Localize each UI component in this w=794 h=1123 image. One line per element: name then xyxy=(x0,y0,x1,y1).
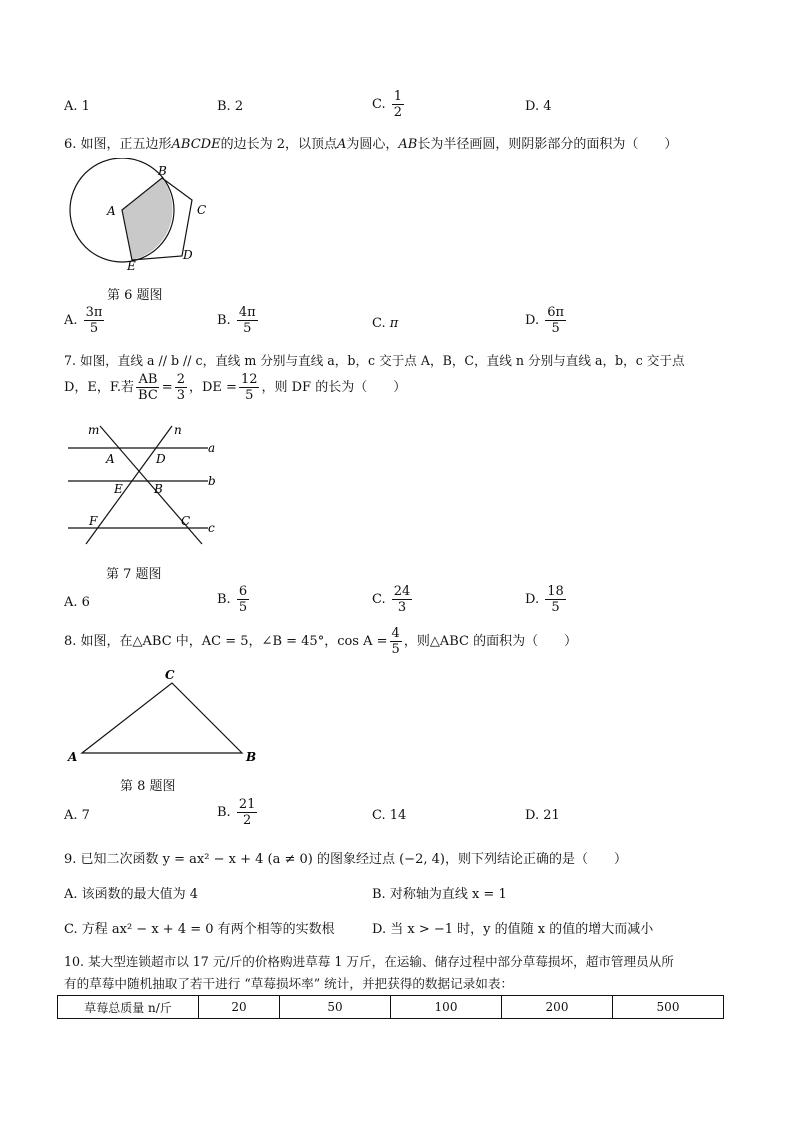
q7-stem-line1: 7. 如图，直线 a // b // c，直线 m 分别与直线 a，b，c 交于点 A，B，C，直线 n 分别与直线 a，b，c 交于点 xyxy=(64,353,685,368)
q8-label-c: C xyxy=(165,668,175,682)
q10-stem-line2: 有的草莓中随机抽取了若干进行 “草莓损坏率” 统计，并把获得的数据记录如表： xyxy=(64,976,514,991)
q8-label-b: B xyxy=(246,750,257,764)
table-cell: 50 xyxy=(280,996,391,1019)
q8-caption: 第 8 题图 xyxy=(120,779,176,794)
q8-triangle xyxy=(82,683,242,753)
q8-stem: 8. 如图，在△ABC 中，AC = 5，∠B = 45°，cos A = $\frac{4}{5}$ ，则△ABC 的面积为（ ） xyxy=(64,626,578,657)
q6-caption: 第 6 题图 xyxy=(107,288,163,303)
q7-label-a-line: a xyxy=(208,441,216,455)
q7-caption: 第 7 题图 xyxy=(106,567,162,582)
q8-label-a: A xyxy=(68,750,78,764)
q6-label-b: B xyxy=(158,164,167,178)
q7-label-point-d: D xyxy=(156,452,166,466)
q5-option-b: B. 2 xyxy=(217,99,244,114)
table-header-cell: 草莓总质量 n/斤 xyxy=(58,996,199,1019)
q7-label-n: n xyxy=(174,423,182,437)
q7-label-point-c: C xyxy=(181,514,191,528)
q9-option-b: B. 对称轴为直线 x = 1 xyxy=(372,887,507,902)
q6-option-b: B. $\frac{4\pi}{5}$ xyxy=(217,305,256,336)
q7-label-b-line: b xyxy=(208,474,216,488)
q6-label-a: A xyxy=(107,204,116,218)
q10-stem-line1: 10. 某大型连锁超市以 17 元/斤的价格购进草莓 1 万斤，在运输、储存过程中部分草莓损坏，超市管理员从所 xyxy=(64,954,674,969)
q7-label-point-e: E xyxy=(114,482,123,496)
q6-label-e: E xyxy=(127,259,136,273)
q6-option-d: D. $\frac{6\pi}{5}$ xyxy=(525,305,565,336)
q7-option-a: A. 6 xyxy=(64,595,90,610)
q9-stem: 9. 已知二次函数 y = ax² − x + 4 (a ≠ 0) 的图象经过点 (−2, 4)，则下列结论正确的是（ ） xyxy=(64,852,627,867)
q8-option-d: D. 21 xyxy=(525,808,560,823)
q8-option-b: B. $\frac{21}{2}$ xyxy=(217,797,256,828)
q6-label-d: D xyxy=(183,248,193,262)
q8-option-c: C. 14 xyxy=(372,808,407,823)
q10-table xyxy=(57,995,724,1019)
table-cell: 500 xyxy=(613,996,724,1019)
q9-option-a: A. 该函数的最大值为 4 xyxy=(64,887,199,902)
q8-option-a: A. 7 xyxy=(64,808,90,823)
table-cell: 100 xyxy=(391,996,502,1019)
q6-figure xyxy=(60,158,220,276)
q5-option-d: D. 4 xyxy=(525,99,552,114)
q7-label-point-b: B xyxy=(154,482,163,496)
q5-option-a: A. 1 xyxy=(64,99,90,114)
q7-stem-line2: D，E，F.若 $\frac{AB}{BC}$ = $\frac{2}{3}$ ，DE = $\frac{12}{5}$ ，则 DF 的长为（ ） xyxy=(64,372,407,403)
q6-option-c: C. π xyxy=(372,316,399,331)
q7-label-m: m xyxy=(88,423,100,437)
q9-option-d: D. 当 x > −1 时，y 的值随 x 的值的增大而减小 xyxy=(372,922,654,937)
table-cell: 20 xyxy=(199,996,280,1019)
q7-label-point-a: A xyxy=(106,452,115,466)
q7-figure xyxy=(60,420,230,550)
q7-label-point-f: F xyxy=(89,514,98,528)
q6-label-c: C xyxy=(197,203,207,217)
q8-figure xyxy=(60,665,270,769)
q7-option-d: D. $\frac{18}{5}$ xyxy=(525,584,564,615)
q6-option-a: A. $\frac{3\pi}{5}$ xyxy=(64,305,103,336)
q7-option-b: B. $\frac{6}{5}$ xyxy=(217,584,248,615)
q5-option-c: C. $\frac{1}{2}$ xyxy=(372,89,403,120)
q9-option-c: C. 方程 ax² − x + 4 = 0 有两个相等的实数根 xyxy=(64,922,335,937)
q6-stem: 6. 如图，正五边形ABCDE的边长为 2，以顶点A为圆心，AB长为半径画圆，则阴影部分的面积为（ ） xyxy=(64,137,678,152)
table-row xyxy=(58,996,724,1019)
table-cell: 200 xyxy=(502,996,613,1019)
q7-option-c: C. $\frac{24}{3}$ xyxy=(372,584,411,615)
q7-label-c-line: c xyxy=(208,521,215,535)
